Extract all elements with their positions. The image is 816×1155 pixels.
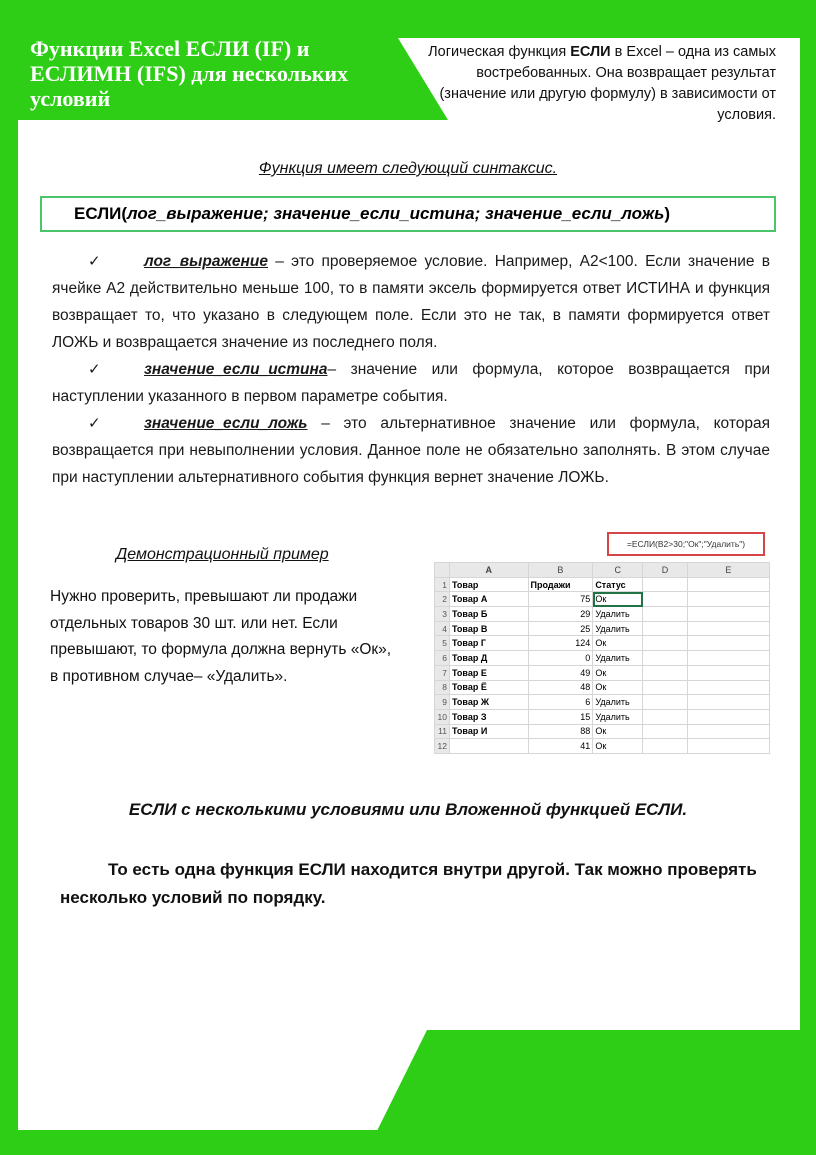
nested-if-heading: ЕСЛИ с несколькими условиями или Вложенной функцией ЕСЛИ. [128, 800, 688, 819]
checkmark-icon: ✓ [88, 415, 101, 432]
param-item: ✓ значение_если_истина– значение или формула, которое возвращается при наступлении указанного в первом параметре события. [52, 356, 770, 410]
formula-bar: =ЕСЛИ(B2>30;"Ок";"Удалить") [607, 532, 765, 556]
checkmark-icon: ✓ [88, 361, 101, 378]
nested-if-text: То есть одна функция ЕСЛИ находится внутри другой. Так можно проверять несколько условий по порядку. [60, 860, 757, 907]
table-row: 6 Товар Д 0 Удалить [435, 651, 770, 666]
param-item: ✓ лог_выражение – это проверяемое условие. Например, A2<100. Если значение в ячейке A2 действительно меньше 100, то в памяти эксель формируется ответ ИСТИНА и функция возвращает то, что указано в следующем поле. Если это не так, в памяти формируется ответ ЛОЖЬ и возвращается значение из последнего поля. [52, 248, 770, 356]
checkmark-icon: ✓ [88, 253, 101, 270]
table-row: 11 Товар И 88 Ок [435, 724, 770, 739]
table-row: 9 Товар Ж 6 Удалить [435, 695, 770, 710]
table-row: 4 Товар В 25 Удалить [435, 621, 770, 636]
syntax-heading: Функция имеет следующий синтаксис. [258, 160, 558, 177]
bottom-decoration [370, 1030, 800, 1145]
table-row: 2 Товар А 75 Ок [435, 592, 770, 607]
param-term: лог_выражение [144, 253, 268, 270]
page-title: Функции Excel ЕСЛИ (IF) и ЕСЛИМН (IFS) для нескольких условий [30, 36, 349, 111]
table-row: 3 Товар Б 29 Удалить [435, 607, 770, 622]
table-row: 10 Товар З 15 Удалить [435, 709, 770, 724]
syntax-formula: ЕСЛИ( лог_выражение; значение_если_истина; значение_если_ложь ) [40, 196, 776, 232]
table-row: 8 Товар Ё 48 Ок [435, 680, 770, 695]
table-row: 12 41 Ок [435, 739, 770, 754]
param-item: ✓ значение_если_ложь – это альтернативное значение или формула, которая возвращается при невыполнении условия. Данное поле не обязательно заполнять. В этом случае при наступлении альтернативного события функция вернет значение ЛОЖЬ. [52, 410, 770, 491]
param-term: значение_если_ложь [144, 415, 308, 432]
demo-heading: Демонстрационный пример [116, 546, 329, 563]
column-header-row: A B C D E [435, 563, 770, 578]
spreadsheet [434, 562, 770, 754]
intro-text: Логическая функция ЕСЛИ в Excel – одна из самых востребованных. Она возвращает результат (значение или другую формулу) в зависимости от условия. [428, 44, 776, 123]
table-row: 1 Товар Продажи Статус [435, 577, 770, 592]
excel-screenshot [430, 530, 770, 756]
demo-text: Нужно проверить, превышают ли продажи отдельных товаров 30 шт. или нет. Если превышают, то формула должна вернуть «Ок», в противном случае– «Удалить». [50, 588, 392, 685]
table-row: 7 Товар Е 49 Ок [435, 665, 770, 680]
parameter-list [52, 248, 770, 491]
table-row: 5 Товар Г 124 Ок [435, 636, 770, 651]
param-term: значение_если_истина [144, 361, 328, 378]
